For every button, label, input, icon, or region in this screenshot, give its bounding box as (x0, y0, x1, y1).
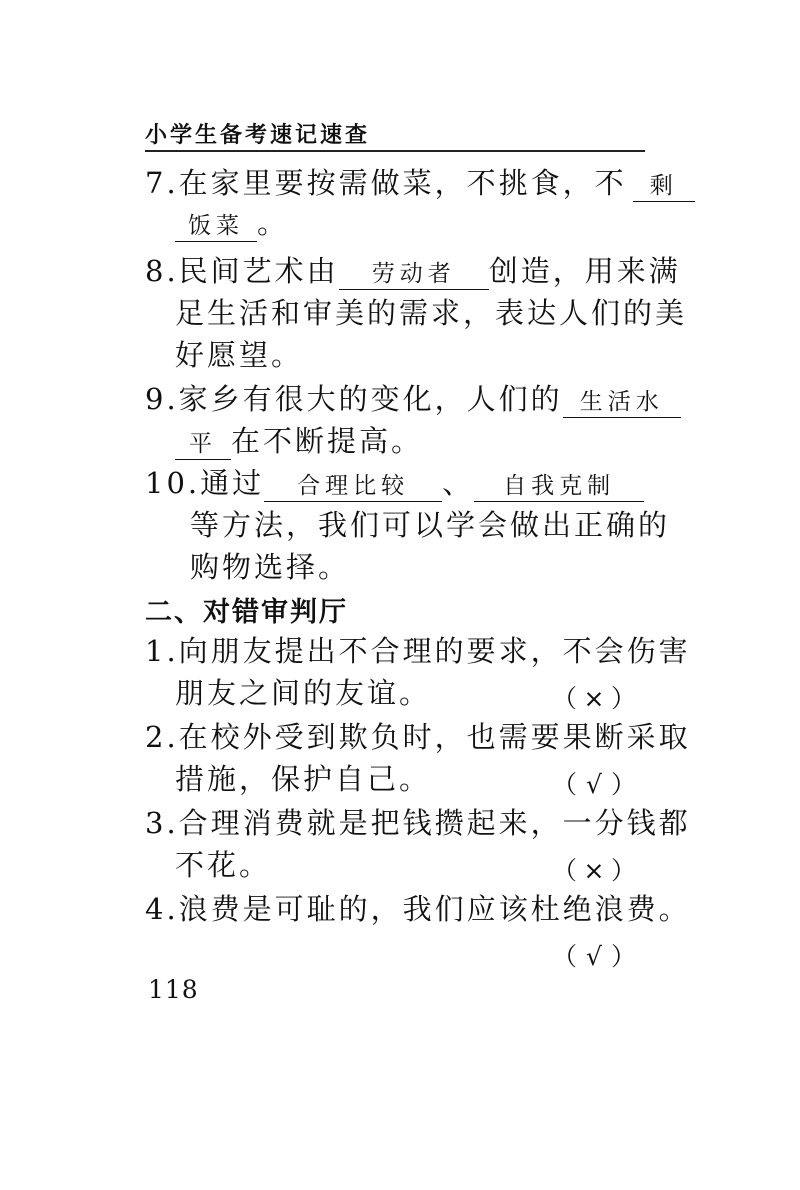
q8-line3: 好愿望。 (175, 338, 304, 372)
paren-close: ） (611, 770, 637, 799)
paren-open: （ (552, 942, 578, 971)
q8-line1 (145, 254, 681, 290)
q10-answer-b: 自我克制 (474, 471, 644, 502)
q10-line3: 购物选择。 (190, 550, 351, 584)
q8-line2: 足生活和审美的需求，表达人们的美 (175, 296, 688, 330)
q10-number: 10. (145, 466, 201, 500)
judge-item-3-line2: 不花。 (175, 848, 272, 882)
page-number: 118 (148, 975, 199, 1004)
q8-number: 8. (145, 254, 179, 288)
q7-line1 (145, 166, 695, 202)
paren-open: （ (552, 770, 578, 799)
q9-end: 在不断提高。 (231, 424, 424, 458)
judge-item-4-text: 浪费是可耻的，我们应该杜绝浪费。 (178, 892, 691, 926)
q7-end: 。 (257, 206, 290, 240)
paren-close: ） (611, 684, 637, 713)
judge-item-1-mark (552, 679, 636, 715)
judge-item-2-text: 在校外受到欺负时，也需要果断采取 (178, 720, 691, 754)
q10-separator: 、 (442, 466, 475, 500)
q9-answer-part1: 生活水 (563, 387, 681, 418)
judge-item-4-line1 (145, 892, 691, 926)
judge-item-4-mark (552, 937, 636, 973)
paren-open: （ (552, 856, 578, 885)
judge-item-2-mark (552, 765, 636, 801)
judge-item-3-answer: × (583, 856, 605, 885)
judge-item-3-mark (552, 851, 636, 887)
judge-item-1-line2: 朋友之间的友谊。 (175, 676, 432, 710)
judge-item-1-number: 1. (145, 634, 179, 668)
book-header-title: 小学生备考速记速查 (145, 123, 371, 148)
q7-line2 (175, 206, 289, 242)
judge-item-4-number: 4. (145, 892, 179, 926)
q7-answer-part2: 饭菜 (175, 211, 257, 242)
q9-line1 (145, 382, 681, 418)
section-title-judge: 二、对错审判厅 (145, 597, 348, 628)
paren-close: ） (611, 942, 637, 971)
paren-close: ） (611, 856, 637, 885)
q10-text: 通过 (200, 466, 265, 500)
judge-item-3-number: 3. (145, 806, 179, 840)
judge-item-2-answer: √ (586, 770, 602, 799)
q8-answer: 劳动者 (339, 259, 489, 290)
q8-text-b: 创造，用来满 (488, 254, 681, 288)
q7-number: 7. (145, 166, 179, 200)
q9-text: 家乡有很大的变化，人们的 (178, 382, 563, 416)
paren-open: （ (552, 684, 578, 713)
q9-line2 (175, 424, 423, 460)
judge-item-1-answer: × (583, 684, 605, 713)
header-rule (145, 150, 645, 152)
judge-item-2-line1 (145, 720, 691, 754)
q10-line2: 等方法，我们可以学会做出正确的 (190, 508, 671, 542)
judge-item-1-line1 (145, 634, 691, 668)
q10-line1 (145, 466, 644, 502)
judge-item-2-line2: 措施，保护自己。 (175, 762, 432, 796)
q8-text-a: 民间艺术由 (178, 254, 339, 288)
q9-number: 9. (145, 382, 179, 416)
judge-item-1-text: 向朋友提出不合理的要求，不会伤害 (178, 634, 691, 668)
q7-answer-part1: 剩 (633, 171, 695, 202)
judge-item-3-line1 (145, 806, 691, 840)
q10-answer-a: 合理比较 (264, 471, 442, 502)
judge-item-2-number: 2. (145, 720, 179, 754)
q7-text: 在家里要按需做菜，不挑食，不 (178, 166, 627, 200)
judge-item-4-answer: √ (586, 942, 602, 971)
judge-item-3-text: 合理消费就是把钱攒起来，一分钱都 (178, 806, 691, 840)
q9-answer-part2: 平 (175, 429, 231, 460)
